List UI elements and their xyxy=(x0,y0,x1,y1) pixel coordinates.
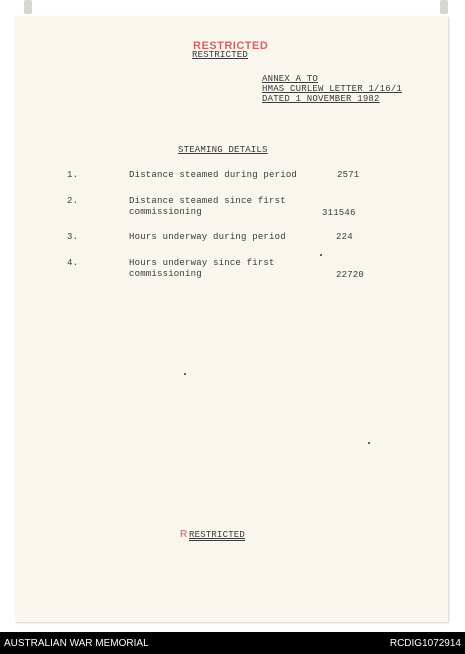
archive-footer-bar xyxy=(0,632,465,654)
annex-reference xyxy=(262,74,402,104)
annex-line: HMAS CURLEW LETTER 1/16/1 xyxy=(262,84,403,94)
item-number: 1. xyxy=(67,170,79,180)
archive-reference: RCDIG1072914 xyxy=(389,638,461,649)
binder-pin xyxy=(440,0,448,14)
item-description xyxy=(129,170,297,181)
restricted-stamp-bottom: R xyxy=(180,529,188,540)
ink-speck xyxy=(368,442,370,444)
item-text-line: Hours underway during period xyxy=(129,232,286,242)
classification-footer: RESTRICTED xyxy=(189,530,246,540)
ink-speck xyxy=(184,373,186,375)
item-value: 311546 xyxy=(322,208,356,218)
section-title: STEAMING DETAILS xyxy=(178,145,268,155)
item-description xyxy=(129,196,286,218)
item-text-line: commissioning xyxy=(129,207,202,217)
item-value: 224 xyxy=(336,232,353,242)
item-value: 22720 xyxy=(336,270,365,280)
classification-header: RESTRICTED xyxy=(192,50,249,60)
item-text-line: Distance steamed since first xyxy=(129,196,286,206)
item-text-line: Hours underway since first xyxy=(129,258,275,268)
annex-line: ANNEX A TO xyxy=(262,74,319,84)
item-description xyxy=(129,258,275,280)
ink-speck xyxy=(320,254,322,256)
restricted-stamp-top: RESTRICTED xyxy=(193,40,269,52)
item-text-line: commissioning xyxy=(129,269,202,279)
item-number: 2. xyxy=(67,196,79,206)
item-text-line: Distance steamed during period xyxy=(129,170,298,180)
archive-source: AUSTRALIAN WAR MEMORIAL xyxy=(4,638,149,649)
item-description xyxy=(129,232,286,243)
annex-line: DATED 1 NOVEMBER 1982 xyxy=(262,94,380,104)
item-number: 4. xyxy=(67,258,79,268)
item-number: 3. xyxy=(67,232,79,242)
binder-pin xyxy=(24,0,32,14)
item-value: 2571 xyxy=(337,170,360,180)
